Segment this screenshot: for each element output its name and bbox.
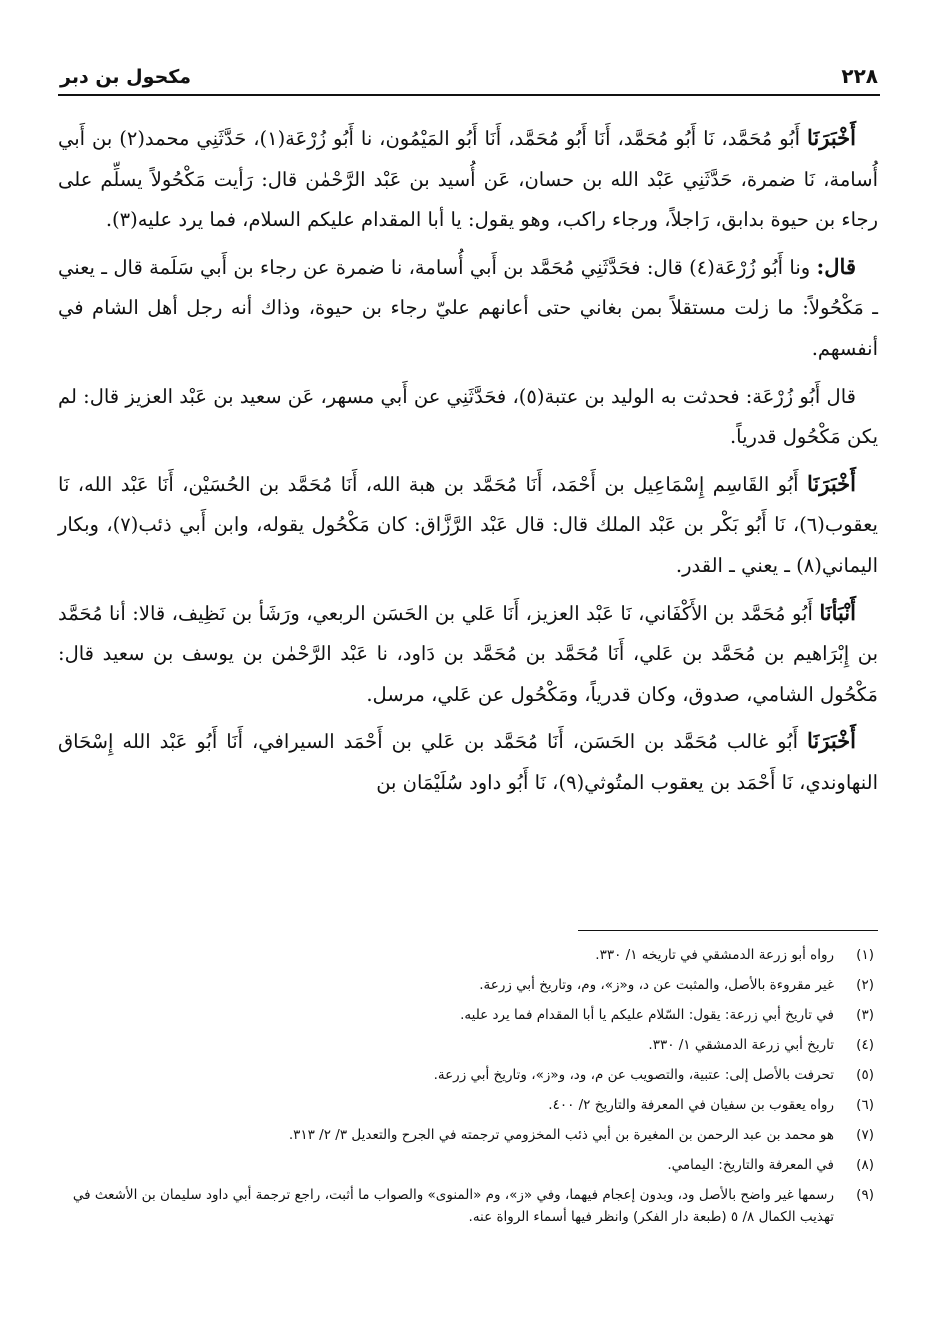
paragraph-text: أَبُو مُحَمَّد، نَا أَبُو مُحَمَّد، أَنَا أَبُو مُحَمَّد، أَنَا أَبُو المَيْمُون، نا أَبُو زُرْعَة(١)، حَدَّثَنِي محمد(٢) بن أَبي أُسامة، نَا ضمرة، حَدَّثَنِي عَبْد الله بن حسان، عَن أُسيد بن عَبْد الرَّحْمٰن قال: رَأيت مَكْحُولاً يسلِّم على رجاء بن حيوة بدابق، رَاجلاً، ورجاء راكب، وهو يقول: يا أبا المقدام عليكم السلام، فما يرد عليه(٣).: [58, 127, 878, 232]
footnote-number: (٧): [856, 1127, 874, 1143]
footnote-text: تحرفت بالأصل إلى: عتبية، والتصويب عن م، ود، و«ز»، وتاريخ أبي زرعة.: [433, 1067, 834, 1083]
paragraph: [58, 464, 878, 587]
paragraph-text: ونا أَبُو زُرْعَة(٤) قال: فحَدَّثَنِي مُحَمَّد بن أَبي أُسامة، نا ضمرة عن رجاء بن أَبي سَلَمة قال ـ يعني ـ مَكْحُولاً: ما زلت مستقلاً بمن بغاني حتى أعانهم عليّ رجاء بن حيوة، وذاك أنه رجل أهل الشام في أنفسهم.: [58, 255, 878, 360]
footnote: [60, 944, 874, 966]
footnote: [60, 1124, 874, 1146]
footnotes-list: [60, 944, 874, 1236]
paragraph-text: قال أَبُو زُرْعَة: فحدثت به الوليد بن عتبة(٥)، فحَدَّثَنِي عن أَبي مسهر، عَن سعيد بن عَبْد العزيز قال: لم يكن مَكْحُول قدرياً.: [58, 384, 878, 449]
footnote-text: هو محمد بن عبد الرحمن بن المغيرة بن أبي ذئب المخزومي ترجمته في الجرح والتعديل ٣/ ٢/ ٣١٣.: [288, 1127, 834, 1143]
paragraph-lead: أَنْبَأنَا: [819, 599, 856, 625]
page-number: ٢٢٨: [841, 64, 878, 88]
paragraph: [58, 118, 878, 241]
footnote-number: (٥): [856, 1067, 874, 1083]
footnote-text: رواه يعقوب بن سفيان في المعرفة والتاريخ ٢/ ٤٠٠.: [548, 1097, 834, 1113]
footnote: [60, 1184, 874, 1228]
page-header: [60, 52, 878, 88]
footnote: [60, 1154, 874, 1176]
paragraph-text: أَبُو القَاسِم إِسْمَاعِيل بن أَحْمَد، أَنَا مُحَمَّد بن هبة الله، أَنَا مُحَمَّد بن الحُسَيْن، أَنَا عَبْد الله، نَا يعقوب(٦)، نَا أَبُو بَكْر بن عَبْد الملك قال: قال عَبْد الرَّزَّاق: كان مَكْحُول يقوله، وابن أَبي ذئب(٧)، وبكار اليماني(٨) ـ يعني ـ القدر.: [58, 472, 878, 577]
footnote-number: (٦): [856, 1097, 874, 1113]
paragraph-text: أَبُو مُحَمَّد بن الأَكْفَاني، نَا عَبْد العزيز، أَنَا عَلي بن الحَسَن الربعي، ورَشَأ بن نَظِيف، قالا: أنا مُحَمَّد بن إِبْرَاهيم بن مُحَمَّد بن عَلي، أَنَا مُحَمَّد بن مُحَمَّد بن دَاود، نا عَبْد الرَّحْمٰن بن يوسف بن سعيد قال: مَكْحُول الشامي، صدوق، وكان قدرياً، ومَكْحُول عن عَلي، مرسل.: [58, 601, 878, 706]
footnote-number: (٣): [856, 1007, 874, 1023]
paragraph-text: أَبُو غالب مُحَمَّد بن الحَسَن، أَنَا مُحَمَّد بن عَلي بن أَحْمَد السيرافي، أَنَا أَبُو عَبْد الله إِسْحَاق النهاوندي، نَا أَحْمَد بن يعقوب المتُوثي(٩)، نَا أَبُو داود سُلَيْمَان بن: [58, 730, 878, 794]
footnote-text: رسمها غير واضح بالأصل ود، وبدون إعجام فيهما، وفي «ز»، وم «المنوى» والصواب ما أثبت، راجع ترجمة أبي داود سليمان بن الأشعث في تهذيب الكمال ٨/ ٥ (طبعة دار الفكر) وانظر فيها أسماء الرواة عنه.: [72, 1187, 834, 1225]
footnote-number: (٤): [856, 1037, 874, 1053]
main-text: [58, 118, 878, 810]
paragraph: [58, 247, 878, 370]
footnote: [60, 1034, 874, 1056]
paragraph-lead: أَخْبَرَنَا: [807, 125, 856, 150]
footnote-number: (٩): [856, 1187, 874, 1203]
paragraph: [58, 376, 878, 458]
paragraph: [58, 721, 878, 803]
footnote-text: في المعرفة والتاريخ: اليمامي.: [667, 1157, 834, 1173]
footnote-number: (٢): [856, 977, 874, 993]
footnote: [60, 1064, 874, 1086]
footnote-text: في تاريخ أبي زرعة: يقول: السّلام عليكم يا أبا المقدام فما يرد عليه.: [460, 1007, 834, 1023]
footnote-number: (٨): [856, 1157, 874, 1173]
footnote-text: غير مقروءة بالأصل، والمثبت عن د، و«ز»، وم، وتاريخ أبي زرعة.: [479, 977, 834, 993]
footnote-rule: [578, 930, 878, 931]
running-head: مكحول بن دبر: [60, 66, 192, 88]
footnote: [60, 1094, 874, 1116]
header-rule: [58, 94, 880, 96]
footnote-text: رواه أبو زرعة الدمشقي في تاريخه ١/ ٣٣٠.: [595, 947, 834, 963]
paragraph-lead: أَخْبَرَنَا: [807, 728, 856, 754]
footnote: [60, 1004, 874, 1026]
footnote-number: (١): [856, 947, 874, 963]
paragraph-lead: أَخْبَرَنَا: [807, 470, 856, 496]
paragraph-lead: قال:: [816, 253, 856, 279]
paragraph: [58, 593, 878, 716]
footnote-text: تاريخ أبي زرعة الدمشقي ١/ ٣٣٠.: [648, 1037, 834, 1053]
footnote: [60, 974, 874, 996]
